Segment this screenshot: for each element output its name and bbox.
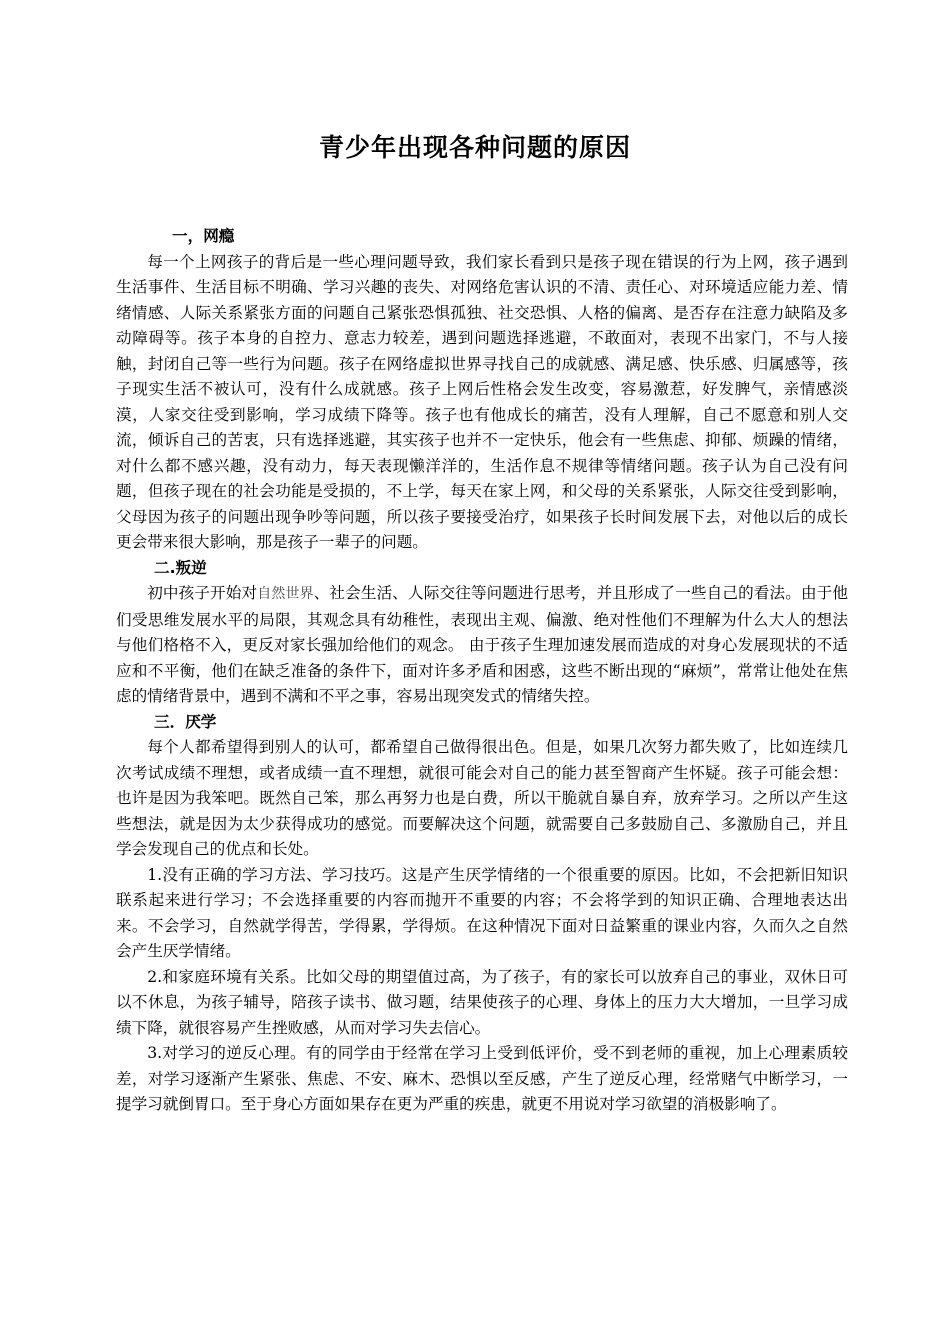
section-heading-school-aversion: 三．厌学 bbox=[154, 712, 217, 731]
paragraph-text: 初中孩子开始对 bbox=[147, 584, 258, 602]
section-heading-rebellion: 二.叛逆 bbox=[154, 558, 207, 577]
paragraph: 3.对学习的逆反心理。有的同学由于经常在学习上受到低评价，受不到老师的重视，加上心理素质较差，对学习逐渐产生紧张、焦虑、不安、麻木、恐惧以至反感，产生了逆反心理，经常赌气中断学习，一提学习就倒胃口。至于身心方面如果存在更为严重的疾患，就更不用说对学习欲望的消极影响了。 bbox=[116, 1044, 848, 1113]
paragraph-accent-text: 自然世界 bbox=[257, 586, 314, 602]
paragraph: 每一个上网孩子的背后是一些心理问题导致，我们家长看到只是孩子现在错误的行为上网，孩子遇到生活事件、生活目标不明确、学习兴趣的丧失、对网络危害认识的不清、责任心、对环境适应能力差、情绪情感、人际关系紧张方面的问题自己紧张恐惧孤独、社交恐惧、人格的偏离、是否存在注意力缺陷及多动障碍等。孩子本身的自控力、意志力较差，遇到问题选择逃避，不敢面对，表现不出家门，不与人接触，封闭自己等一些行为问题。孩子在网络虚拟世界寻找自己的成就感、满足感、快乐感、归属感等，孩子现实生活不被认可，没有什么成就感。孩子上网后性格会发生改变，容易激惹，好发脾气，亲情感淡漠，人家交往受到影响，学习成绩下降等。孩子也有他成长的痛苦，没有人理解，自己不愿意和别人交流，倾诉自己的苦衷，只有选择逃避，其实孩子也并不一定快乐，他会有一些焦虑、抑郁、烦躁的情绪，对什么都不感兴趣，没有动力，每天表现懒洋洋的，生活作息不规律等情绪问题。孩子认为自己没有问题，但孩子现在的社会功能是受损的，不上学，每天在家上网，和父母的关系紧张，人际交往受到影响，父母因为孩子的问题出现争吵等问题，所以孩子要接受治疗，如果孩子长时间发展下去，对他以后的成长更会带来很大影响，那是孩子一辈子的问题。 bbox=[116, 252, 848, 551]
paragraph: 2.和家庭环境有关系。比如父母的期望值过高，为了孩子，有的家长可以放弃自己的事业，双休日可以不休息，为孩子辅导，陪孩子读书、做习题，结果使孩子的心理、身体上的压力大大增加，一旦学习成绩下降，就很容易产生挫败感，从而对学习失去信心。 bbox=[116, 967, 848, 1037]
paragraph: 1.没有正确的学习方法、学习技巧。这是产生厌学情绪的一个很重要的原因。比如，不会把新旧知识联系起来进行学习；不会选择重要的内容而抛开不重要的内容；不会将学到的知识正确、合理地表达出来。不会学习，自然就学得苦，学得累，学得烦。在这种情况下面对日益繁重的课业内容，久而久之自然会产生厌学情绪。 bbox=[116, 865, 848, 960]
document-body bbox=[116, 224, 848, 1118]
paragraph-text: 、社会生活、人际交往等问题进行思考，并且形成了一些自己的看法。由于他们受思维发展水平的局限，其观念具有幼稚性，表现出主观、偏激、绝对性他们不理解为什么大人的想法与他们格格不入，更反对家长强加给他们的观念。 由于孩子生理加速发展而造成的对身心发展现状的不适应和不平衡，他们在缺乏准备的条件下，面对许多矛盾和困惑，这些不断出现的“麻烦”，常常让他处在焦虑的情绪背景中，遇到不满和不平之事，容易出现突发式的情绪失控。 bbox=[116, 584, 848, 705]
section-heading-internet-addiction: 一，网瘾 bbox=[172, 227, 235, 245]
paragraph bbox=[116, 581, 848, 710]
paragraph: 每个人都希望得到别人的认可，都希望自己做得很出色。但是，如果几次努力都失败了，比如连续几次考试成绩不理想，或者成绩一直不理想，就很可能会对自己的能力甚至智商产生怀疑。孩子可能会想：也许是因为我笨吧。既然自己笨，那么再努力也是白费，所以干脆就自暴自弃，放弃学习。之所以产生这些想法，就是因为太少获得成功的感觉。而要解决这个问题，就需要自己多鼓励自己、多激励自己，并且学会发现自己的优点和长处。 bbox=[116, 738, 848, 858]
document-title: 青少年出现各种问题的原因 bbox=[318, 133, 631, 162]
